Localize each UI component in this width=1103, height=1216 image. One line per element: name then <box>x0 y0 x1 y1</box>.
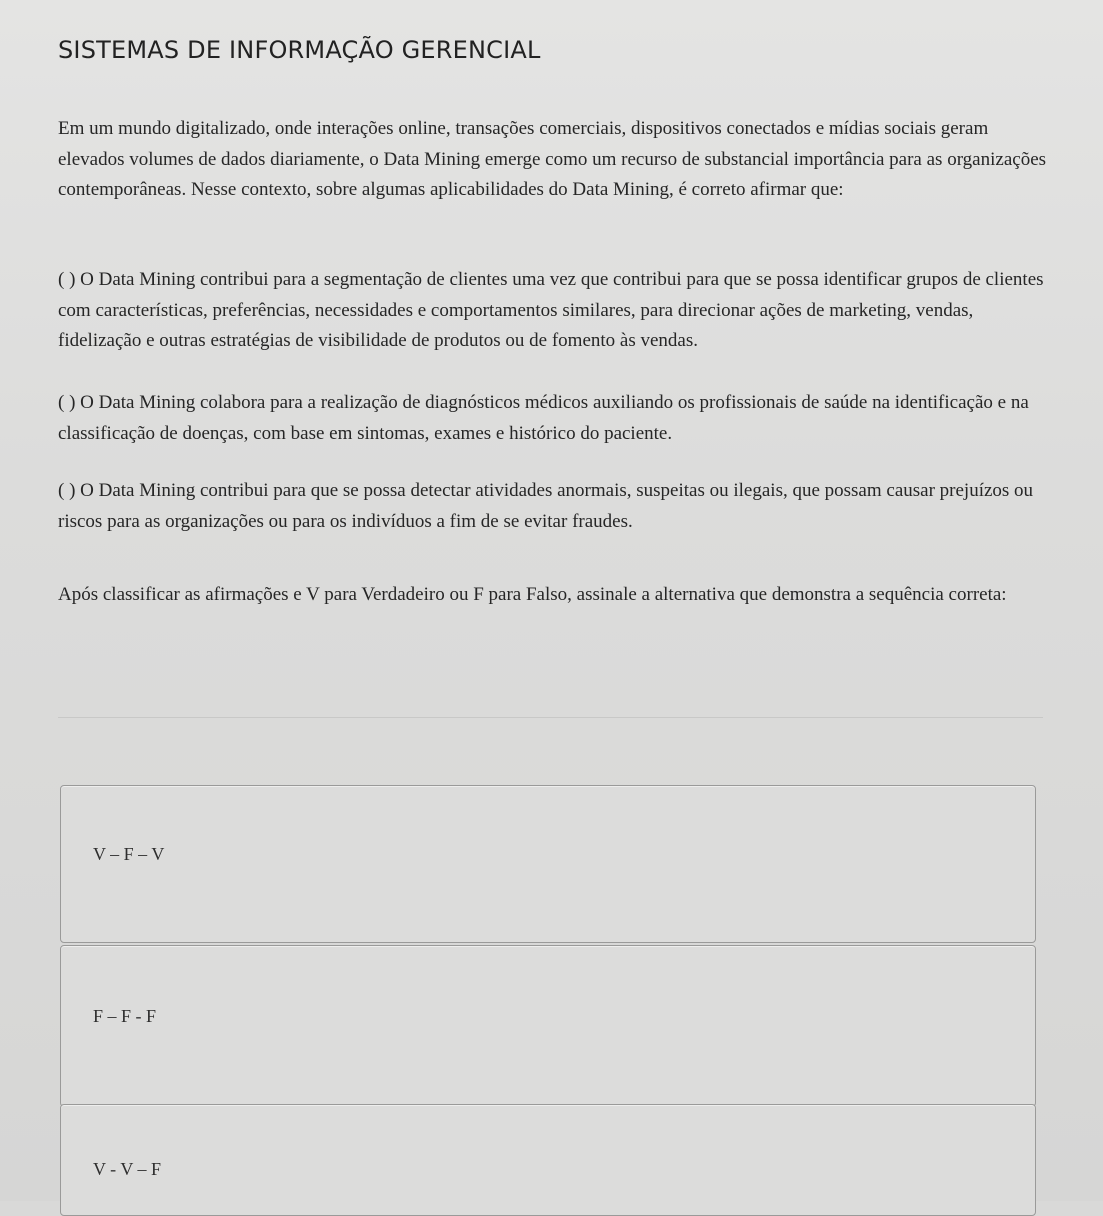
answer-option-a[interactable] <box>60 785 1036 943</box>
statement-3: ( ) O Data Mining contribui para que se possa detectar atividades anormais, suspeitas ou ilegais, que possam causar prejuízos ou riscos para as organizações ou para os indivíduos a fim de se evitar fraudes. <box>58 480 1034 532</box>
answer-option-label: V – F – V <box>93 844 165 864</box>
question-instruction: Após classificar as afirmações e V para Verdadeiro ou F para Falso, assinale a alternativa que demonstra a sequência correta: <box>58 584 1007 605</box>
divider <box>58 717 1043 718</box>
question-intro: Em um mundo digitalizado, onde interações online, transações comerciais, dispositivos conectados e mídias sociais geram elevados volumes de dados diariamente, o Data Mining emerge como um recurso de substancial importância para as organizações contemporâneas. Nesse contexto, sobre algumas aplicabilidades do Data Mining, é correto afirmar que: <box>58 118 1047 200</box>
answer-option-label: F – F - F <box>93 1006 157 1026</box>
answer-option-c[interactable] <box>60 1104 1036 1216</box>
statement-1: ( ) O Data Mining contribui para a segmentação de clientes uma vez que contribui para que se possa identificar grupos de clientes com características, preferências, necessidades e comportamentos similares, para direcionar ações de marketing, vendas, fidelização e outras estratégias de visibilidade de produtos ou de fomento às vendas. <box>58 269 1044 351</box>
answer-option-label: V - V – F <box>93 1159 162 1179</box>
answer-option-b[interactable] <box>60 945 1036 1107</box>
page-title: SISTEMAS DE INFORMAÇÃO GERENCIAL <box>58 36 541 64</box>
statement-2: ( ) O Data Mining colabora para a realização de diagnósticos médicos auxiliando os profissionais de saúde na identificação e na classificação de doenças, com base em sintomas, exames e histórico do paciente. <box>58 392 1029 444</box>
